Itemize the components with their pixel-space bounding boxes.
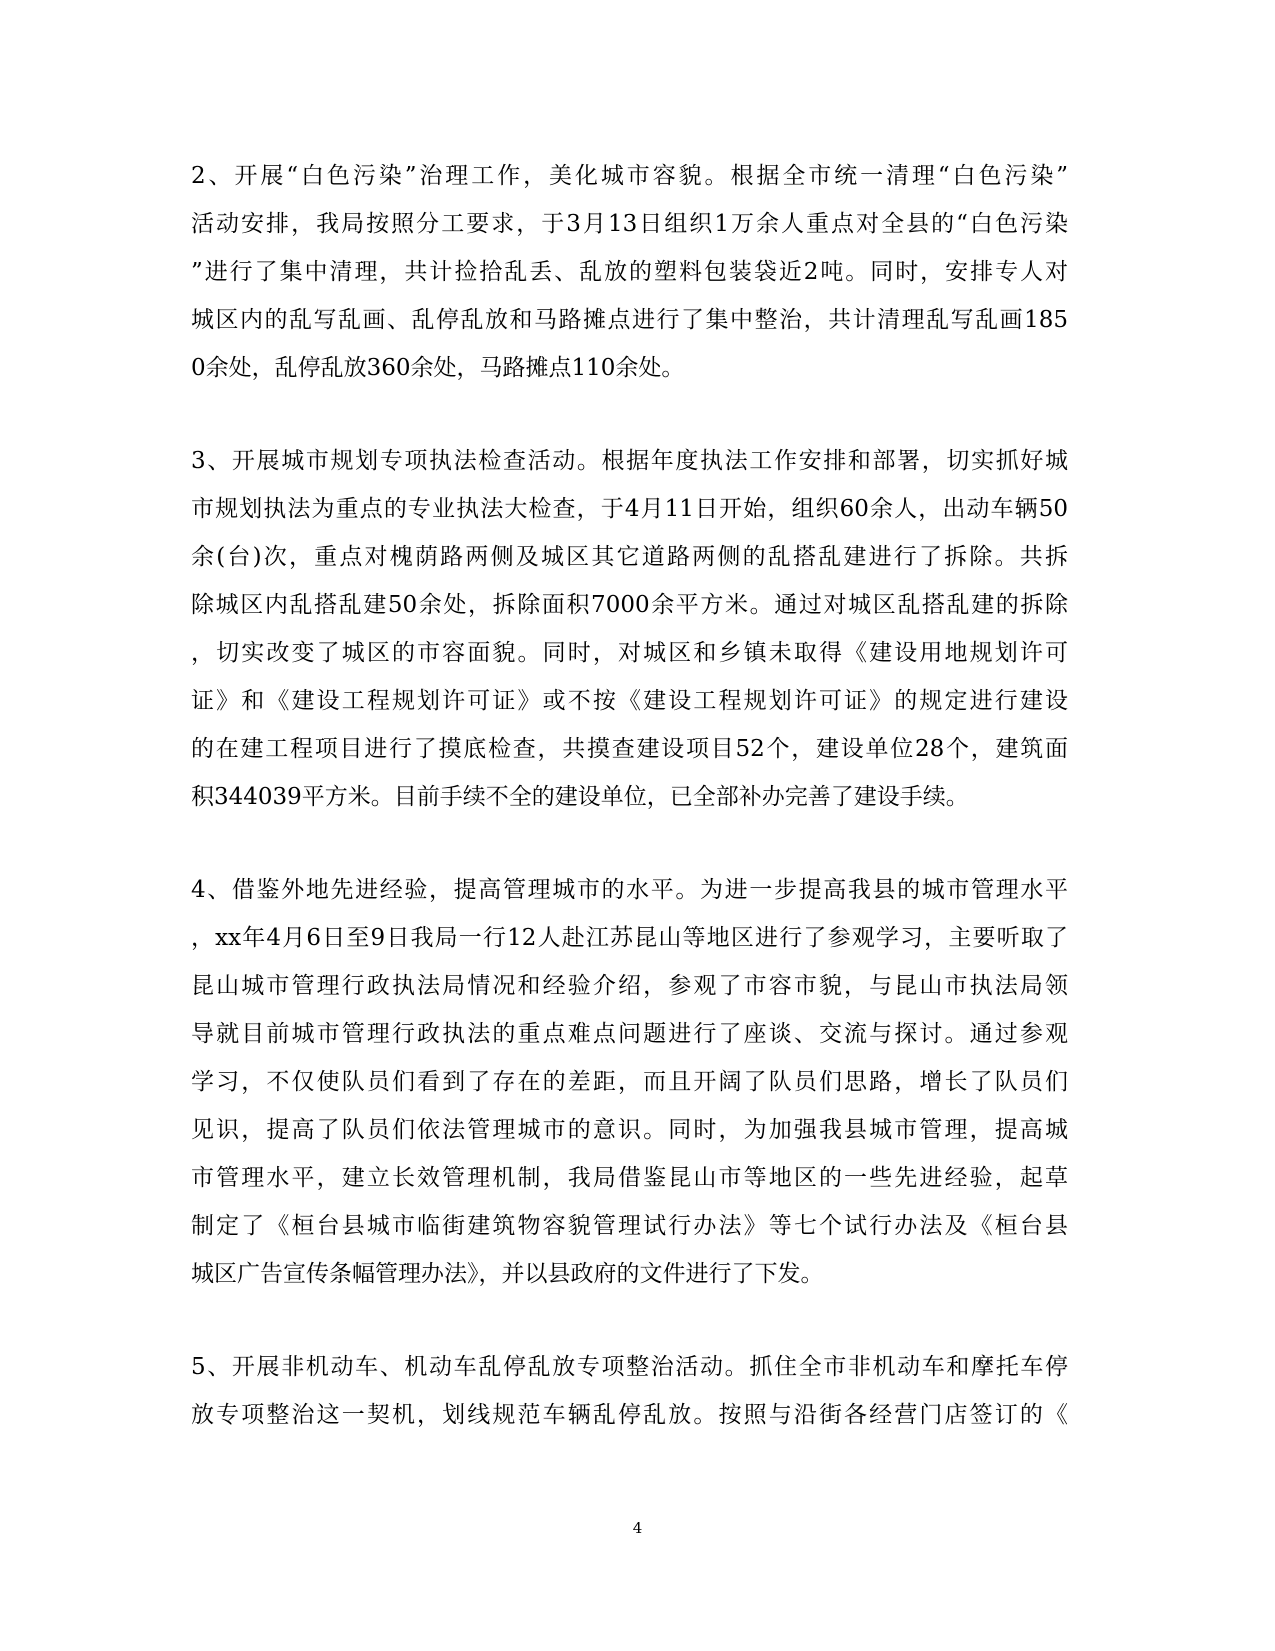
text-line: ，切实改变了城区的市容面貌。同时，对城区和乡镇未取得《建设用地规划许可 bbox=[191, 640, 1068, 666]
text-line: 2、开展“白色污染”治理工作，美化城市容貌。根据全市统一清理“白色污染” bbox=[191, 163, 1068, 189]
text-line: 市规划执法为重点的专业执法大检查，于4月11日开始，组织60余人，出动车辆50 bbox=[191, 496, 1068, 522]
paragraph-5 bbox=[191, 1343, 1068, 1439]
text-line: 积344039平方米。目前手续不全的建设单位，已全部补办完善了建设手续。 bbox=[191, 784, 969, 810]
paragraph-4 bbox=[191, 866, 1068, 1298]
text-line: 0余处，乱停乱放360余处，马路摊点110余处。 bbox=[191, 355, 685, 381]
text-line: 制定了《桓台县城市临街建筑物容貌管理试行办法》等七个试行办法及《桓台县 bbox=[191, 1213, 1068, 1239]
paragraph-3 bbox=[191, 437, 1068, 821]
text-line: 5、开展非机动车、机动车乱停乱放专项整治活动。抓住全市非机动车和摩托车停 bbox=[191, 1354, 1068, 1380]
text-line: 的在建工程项目进行了摸底检查，共摸查建设项目52个，建设单位28个，建筑面 bbox=[191, 736, 1068, 762]
text-line: 放专项整治这一契机，划线规范车辆乱停乱放。按照与沿街各经营门店签订的《 bbox=[191, 1402, 1068, 1428]
text-line: 除城区内乱搭乱建50余处，拆除面积7000余平方米。通过对城区乱搭乱建的拆除 bbox=[191, 592, 1068, 618]
text-line: 昆山城市管理行政执法局情况和经验介绍，参观了市容市貌，与昆山市执法局领 bbox=[191, 973, 1068, 999]
text-line: 余(台)次，重点对槐荫路两侧及城区其它道路两侧的乱搭乱建进行了拆除。共拆 bbox=[191, 544, 1068, 570]
text-line: 3、开展城市规划专项执法检查活动。根据年度执法工作安排和部署，切实抓好城 bbox=[191, 448, 1068, 474]
text-line: 城区广告宣传条幅管理办法》，并以县政府的文件进行了下发。 bbox=[191, 1261, 824, 1287]
text-line: 见识，提高了队员们依法管理城市的意识。同时，为加强我县城市管理，提高城 bbox=[191, 1117, 1068, 1143]
text-line: 市管理水平，建立长效管理机制，我局借鉴昆山市等地区的一些先进经验，起草 bbox=[191, 1165, 1068, 1191]
text-line: 导就目前城市管理行政执法的重点难点问题进行了座谈、交流与探讨。通过参观 bbox=[191, 1021, 1068, 1047]
text-line: ，xx年4月6日至9日我局一行12人赴江苏昆山等地区进行了参观学习，主要听取了 bbox=[191, 925, 1068, 951]
page-number: 4 bbox=[632, 1519, 643, 1537]
text-line: 城区内的乱写乱画、乱停乱放和马路摊点进行了集中整治，共计清理乱写乱画185 bbox=[191, 307, 1068, 333]
text-line: 证》和《建设工程规划许可证》或不按《建设工程规划许可证》的规定进行建设 bbox=[191, 688, 1068, 714]
body-text bbox=[191, 152, 1068, 1484]
text-line: 4、借鉴外地先进经验，提高管理城市的水平。为进一步提高我县的城市管理水平 bbox=[191, 877, 1068, 903]
text-line: 活动安排，我局按照分工要求，于3月13日组织1万余人重点对全县的“白色污染 bbox=[191, 211, 1068, 237]
text-line: 学习，不仅使队员们看到了存在的差距，而且开阔了队员们思路，增长了队员们 bbox=[191, 1069, 1068, 1095]
text-line: ”进行了集中清理，共计捡拾乱丢、乱放的塑料包装袋近2吨。同时，安排专人对 bbox=[191, 259, 1068, 285]
paragraph-2 bbox=[191, 152, 1068, 392]
